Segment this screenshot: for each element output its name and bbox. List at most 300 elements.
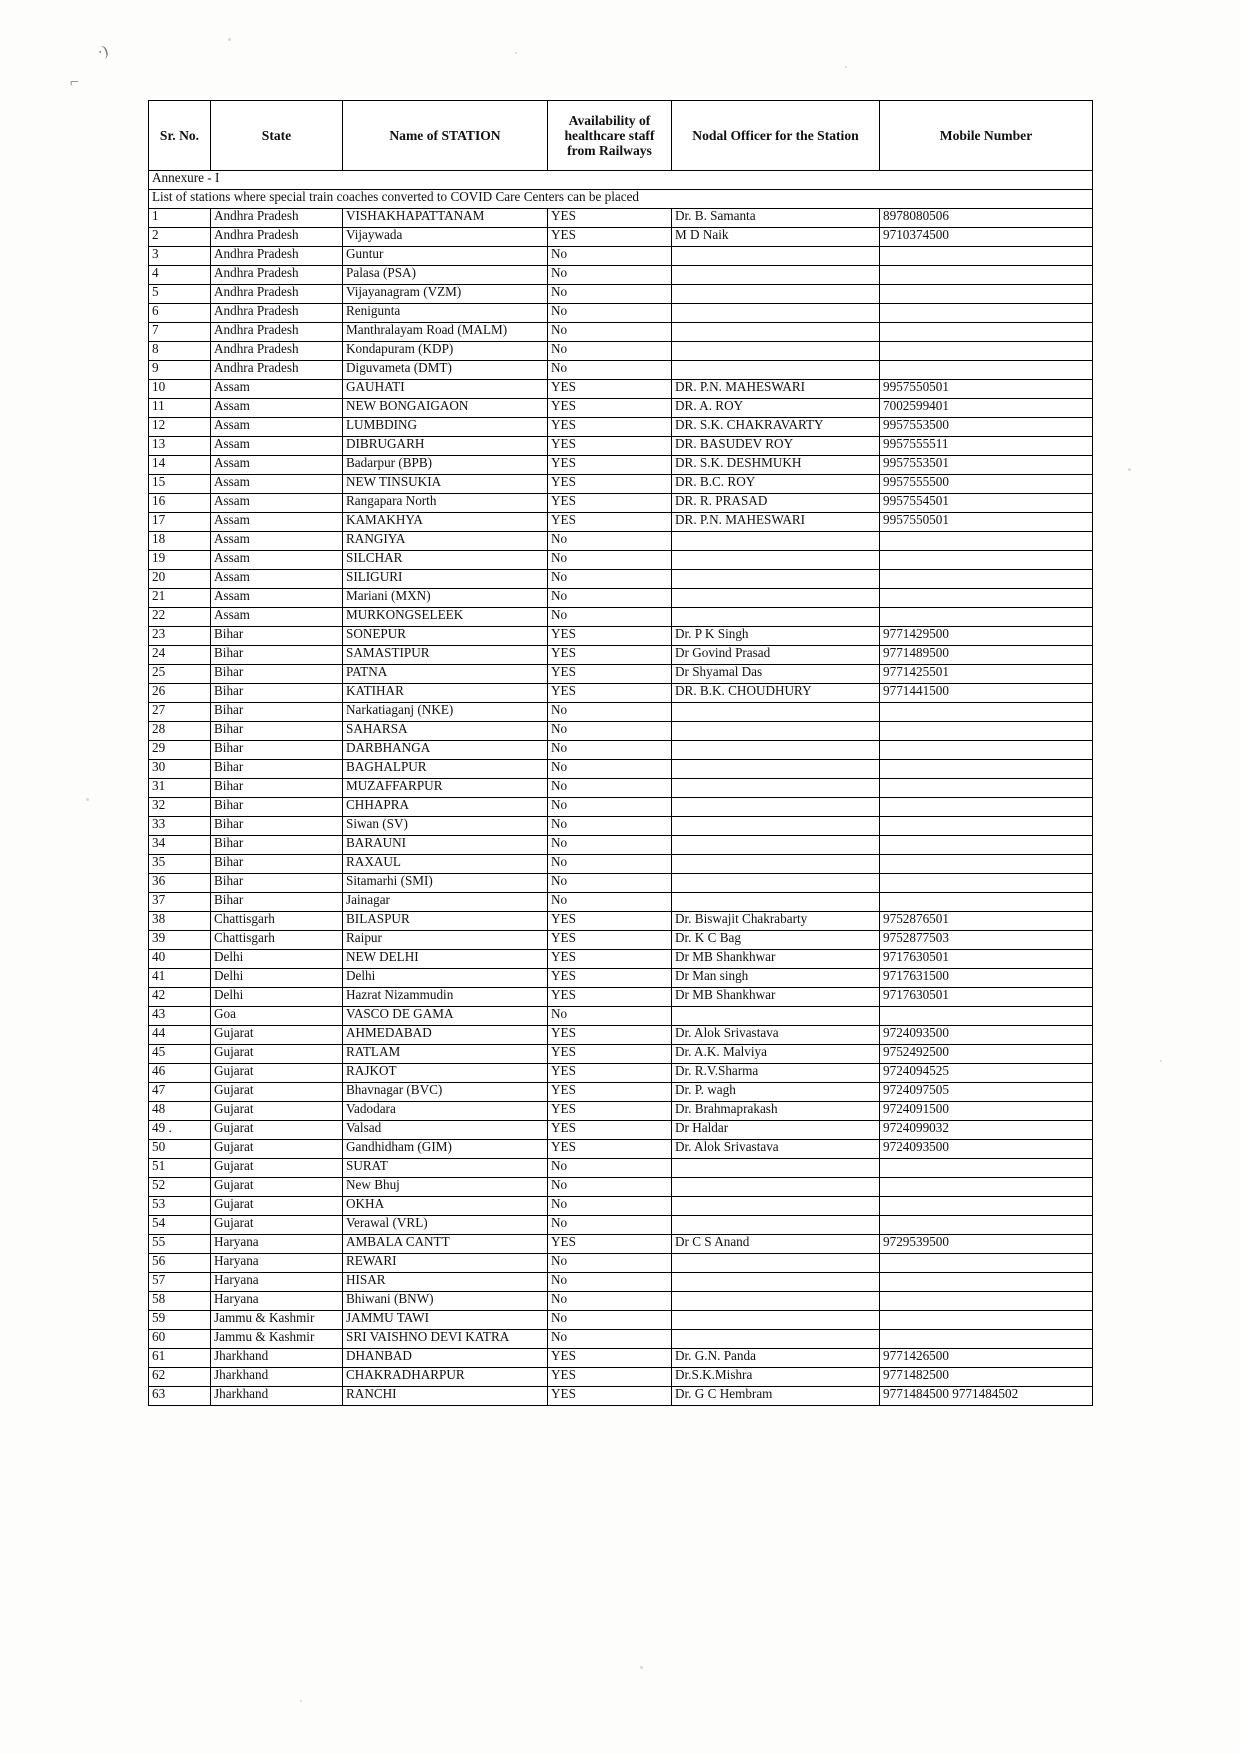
cell-sr-no: 35 (149, 855, 211, 874)
cell-state: Assam (211, 608, 343, 627)
cell-state: Jharkhand (211, 1368, 343, 1387)
table-row (149, 532, 1093, 551)
cell-station: Kondapuram (KDP) (343, 342, 548, 361)
table-row (149, 304, 1093, 323)
cell-mobile-number (880, 323, 1093, 342)
scan-speck (640, 1666, 643, 1669)
cell-mobile-number: 9729539500 (880, 1235, 1093, 1254)
cell-availability: YES (548, 494, 672, 513)
cell-availability: No (548, 570, 672, 589)
cell-mobile-number: 9724099032 (880, 1121, 1093, 1140)
cell-state: Andhra Pradesh (211, 228, 343, 247)
cell-availability: YES (548, 380, 672, 399)
cell-mobile-number: 9771426500 (880, 1349, 1093, 1368)
cell-mobile-number (880, 874, 1093, 893)
cell-availability: No (548, 342, 672, 361)
cell-mobile-number (880, 798, 1093, 817)
cell-nodal-officer (672, 893, 880, 912)
cell-availability: No (548, 760, 672, 779)
cell-mobile-number (880, 779, 1093, 798)
cell-station: Bhiwani (BNW) (343, 1292, 548, 1311)
cell-sr-no: 47 (149, 1083, 211, 1102)
cell-mobile-number (880, 1007, 1093, 1026)
cell-state: Andhra Pradesh (211, 361, 343, 380)
cell-state: Assam (211, 589, 343, 608)
table-subtitle-row (149, 190, 1093, 209)
cell-sr-no: 7 (149, 323, 211, 342)
table-row (149, 1197, 1093, 1216)
scan-speck (86, 798, 89, 801)
cell-sr-no: 34 (149, 836, 211, 855)
cell-state: Assam (211, 399, 343, 418)
table-row (149, 285, 1093, 304)
table-row (149, 323, 1093, 342)
cell-mobile-number (880, 722, 1093, 741)
col-header-state: State (211, 101, 343, 171)
table-row (149, 266, 1093, 285)
cell-nodal-officer: DR. B.K. CHOUDHURY (672, 684, 880, 703)
cell-sr-no: 37 (149, 893, 211, 912)
table-row (149, 570, 1093, 589)
cell-sr-no: 23 (149, 627, 211, 646)
cell-nodal-officer: Dr MB Shankhwar (672, 988, 880, 1007)
cell-station: GAUHATI (343, 380, 548, 399)
cell-nodal-officer (672, 323, 880, 342)
header-row (149, 101, 1093, 171)
cell-station: Vijayanagram (VZM) (343, 285, 548, 304)
cell-nodal-officer (672, 361, 880, 380)
cell-mobile-number: 9724093500 (880, 1026, 1093, 1045)
cell-mobile-number (880, 1273, 1093, 1292)
cell-sr-no: 1 (149, 209, 211, 228)
cell-station: Narkatiaganj (NKE) (343, 703, 548, 722)
cell-sr-no: 50 (149, 1140, 211, 1159)
cell-state: Bihar (211, 798, 343, 817)
cell-availability: No (548, 1197, 672, 1216)
cell-sr-no: 38 (149, 912, 211, 931)
cell-station: NEW DELHI (343, 950, 548, 969)
cell-sr-no: 22 (149, 608, 211, 627)
cell-mobile-number (880, 1254, 1093, 1273)
cell-mobile-number (880, 1330, 1093, 1349)
cell-state: Bihar (211, 646, 343, 665)
cell-nodal-officer: Dr Man singh (672, 969, 880, 988)
cell-availability: No (548, 741, 672, 760)
cell-sr-no: 42 (149, 988, 211, 1007)
cell-availability: YES (548, 399, 672, 418)
cell-state: Delhi (211, 969, 343, 988)
cell-availability: YES (548, 1140, 672, 1159)
cell-mobile-number: 9957553500 (880, 418, 1093, 437)
cell-mobile-number: 9717630501 (880, 950, 1093, 969)
cell-mobile-number (880, 703, 1093, 722)
cell-availability: No (548, 266, 672, 285)
cell-availability: No (548, 551, 672, 570)
cell-station: SILIGURI (343, 570, 548, 589)
cell-state: Delhi (211, 950, 343, 969)
cell-state: Gujarat (211, 1026, 343, 1045)
cell-station: BAGHALPUR (343, 760, 548, 779)
cell-mobile-number (880, 608, 1093, 627)
cell-nodal-officer: Dr. P K Singh (672, 627, 880, 646)
cell-nodal-officer: Dr.S.K.Mishra (672, 1368, 880, 1387)
cell-station: Valsad (343, 1121, 548, 1140)
cell-sr-no: 14 (149, 456, 211, 475)
cell-availability: YES (548, 209, 672, 228)
cell-station: SURAT (343, 1159, 548, 1178)
cell-sr-no: 55 (149, 1235, 211, 1254)
cell-state: Andhra Pradesh (211, 285, 343, 304)
cell-availability: YES (548, 228, 672, 247)
cell-state: Haryana (211, 1254, 343, 1273)
table-row (149, 1330, 1093, 1349)
cell-station: DIBRUGARH (343, 437, 548, 456)
cell-nodal-officer (672, 266, 880, 285)
table-row (149, 1026, 1093, 1045)
table-row (149, 1102, 1093, 1121)
cell-state: Gujarat (211, 1159, 343, 1178)
table-row (149, 1045, 1093, 1064)
cell-availability: No (548, 1273, 672, 1292)
cell-state: Assam (211, 570, 343, 589)
cell-station: RAJKOT (343, 1064, 548, 1083)
table-row (149, 703, 1093, 722)
cell-mobile-number (880, 836, 1093, 855)
cell-station: AMBALA CANTT (343, 1235, 548, 1254)
cell-availability: YES (548, 912, 672, 931)
cell-sr-no: 30 (149, 760, 211, 779)
cell-station: MURKONGSELEEK (343, 608, 548, 627)
cell-nodal-officer: DR. P.N. MAHESWARI (672, 380, 880, 399)
cell-sr-no: 13 (149, 437, 211, 456)
cell-station: Verawal (VRL) (343, 1216, 548, 1235)
cell-station: SAMASTIPUR (343, 646, 548, 665)
table-row (149, 456, 1093, 475)
cell-sr-no: 28 (149, 722, 211, 741)
cell-nodal-officer (672, 855, 880, 874)
cell-availability: No (548, 874, 672, 893)
cell-sr-no: 56 (149, 1254, 211, 1273)
cell-state: Assam (211, 551, 343, 570)
cell-mobile-number: 9724091500 (880, 1102, 1093, 1121)
cell-sr-no: 10 (149, 380, 211, 399)
table-row (149, 418, 1093, 437)
table-row (149, 380, 1093, 399)
table-row (149, 1007, 1093, 1026)
table-row (149, 551, 1093, 570)
cell-availability: No (548, 1159, 672, 1178)
annexure-title: Annexure - I (149, 171, 1093, 190)
cell-availability: No (548, 855, 672, 874)
cell-nodal-officer (672, 532, 880, 551)
table-row (149, 1254, 1093, 1273)
scan-speck (845, 66, 847, 68)
col-header-nodal-officer: Nodal Officer for the Station (672, 101, 880, 171)
table-row (149, 855, 1093, 874)
cell-sr-no: 8 (149, 342, 211, 361)
cell-mobile-number (880, 532, 1093, 551)
cell-availability: No (548, 285, 672, 304)
table-row (149, 1387, 1093, 1406)
cell-availability: YES (548, 684, 672, 703)
table-row (149, 342, 1093, 361)
cell-sr-no: 15 (149, 475, 211, 494)
cell-availability: No (548, 722, 672, 741)
cell-station: HISAR (343, 1273, 548, 1292)
cell-nodal-officer (672, 1197, 880, 1216)
cell-state: Bihar (211, 627, 343, 646)
cell-state: Andhra Pradesh (211, 342, 343, 361)
cell-station: Mariani (MXN) (343, 589, 548, 608)
table-row (149, 1083, 1093, 1102)
table-row (149, 361, 1093, 380)
scan-speck (1160, 1060, 1162, 1062)
cell-availability: No (548, 589, 672, 608)
cell-sr-no: 29 (149, 741, 211, 760)
cell-station: Renigunta (343, 304, 548, 323)
cell-availability: No (548, 323, 672, 342)
cell-station: Jainagar (343, 893, 548, 912)
cell-nodal-officer (672, 1007, 880, 1026)
cell-nodal-officer: DR. S.K. CHAKRAVARTY (672, 418, 880, 437)
cell-station: Diguvameta (DMT) (343, 361, 548, 380)
cell-nodal-officer (672, 342, 880, 361)
cell-availability: YES (548, 437, 672, 456)
cell-mobile-number (880, 304, 1093, 323)
cell-nodal-officer (672, 722, 880, 741)
cell-mobile-number: 9771429500 (880, 627, 1093, 646)
cell-mobile-number: 9957554501 (880, 494, 1093, 513)
cell-station: Guntur (343, 247, 548, 266)
table-row (149, 798, 1093, 817)
cell-state: Assam (211, 437, 343, 456)
cell-station: New Bhuj (343, 1178, 548, 1197)
cell-state: Jammu & Kashmir (211, 1311, 343, 1330)
table-body (149, 209, 1093, 1406)
cell-station: OKHA (343, 1197, 548, 1216)
cell-state: Assam (211, 380, 343, 399)
table-row (149, 950, 1093, 969)
cell-mobile-number: 9957553501 (880, 456, 1093, 475)
cell-sr-no: 21 (149, 589, 211, 608)
cell-station: SILCHAR (343, 551, 548, 570)
cell-availability: No (548, 1254, 672, 1273)
cell-nodal-officer: Dr. G.N. Panda (672, 1349, 880, 1368)
cell-availability: YES (548, 418, 672, 437)
cell-nodal-officer: Dr. K C Bag (672, 931, 880, 950)
cell-mobile-number: 9957555500 (880, 475, 1093, 494)
table-title-row (149, 171, 1093, 190)
table-row (149, 1235, 1093, 1254)
cell-nodal-officer: Dr. R.V.Sharma (672, 1064, 880, 1083)
cell-availability: YES (548, 1387, 672, 1406)
cell-nodal-officer: M D Naik (672, 228, 880, 247)
cell-availability: No (548, 1292, 672, 1311)
cell-mobile-number (880, 1159, 1093, 1178)
scan-speck (300, 1700, 302, 1702)
cell-availability: YES (548, 1045, 672, 1064)
cell-nodal-officer: Dr. G C Hembram (672, 1387, 880, 1406)
cell-station: DHANBAD (343, 1349, 548, 1368)
cell-sr-no: 24 (149, 646, 211, 665)
cell-nodal-officer: DR. P.N. MAHESWARI (672, 513, 880, 532)
cell-nodal-officer: Dr Haldar (672, 1121, 880, 1140)
cell-station: SAHARSA (343, 722, 548, 741)
cell-mobile-number: 9724093500 (880, 1140, 1093, 1159)
cell-sr-no: 11 (149, 399, 211, 418)
cell-nodal-officer: Dr. Alok Srivastava (672, 1026, 880, 1045)
table-row (149, 1140, 1093, 1159)
cell-station: CHAKRADHARPUR (343, 1368, 548, 1387)
cell-nodal-officer (672, 1273, 880, 1292)
cell-nodal-officer: Dr Shyamal Das (672, 665, 880, 684)
cell-availability: YES (548, 1102, 672, 1121)
cell-availability: YES (548, 627, 672, 646)
cell-mobile-number (880, 741, 1093, 760)
cell-state: Gujarat (211, 1178, 343, 1197)
cell-availability: YES (548, 1026, 672, 1045)
cell-station: REWARI (343, 1254, 548, 1273)
cell-nodal-officer (672, 1178, 880, 1197)
cell-nodal-officer (672, 570, 880, 589)
margin-scribble: ·) (95, 42, 111, 62)
cell-availability: YES (548, 988, 672, 1007)
table-row (149, 1273, 1093, 1292)
cell-sr-no: 58 (149, 1292, 211, 1311)
table-row (149, 969, 1093, 988)
cell-nodal-officer (672, 304, 880, 323)
cell-state: Gujarat (211, 1083, 343, 1102)
cell-sr-no: 59 (149, 1311, 211, 1330)
cell-state: Jharkhand (211, 1349, 343, 1368)
cell-state: Bihar (211, 665, 343, 684)
cell-availability: No (548, 1178, 672, 1197)
cell-state: Andhra Pradesh (211, 304, 343, 323)
table-row (149, 817, 1093, 836)
cell-nodal-officer: DR. R. PRASAD (672, 494, 880, 513)
cell-state: Bihar (211, 893, 343, 912)
cell-state: Jammu & Kashmir (211, 1330, 343, 1349)
cell-sr-no: 3 (149, 247, 211, 266)
table-row (149, 437, 1093, 456)
cell-mobile-number: 9771425501 (880, 665, 1093, 684)
table-row (149, 1292, 1093, 1311)
cell-sr-no: 60 (149, 1330, 211, 1349)
table-row (149, 608, 1093, 627)
cell-state: Assam (211, 475, 343, 494)
col-header-sr-no: Sr. No. (149, 101, 211, 171)
cell-sr-no: 45 (149, 1045, 211, 1064)
cell-sr-no: 57 (149, 1273, 211, 1292)
cell-state: Assam (211, 456, 343, 475)
table-row (149, 931, 1093, 950)
cell-state: Goa (211, 1007, 343, 1026)
table-row (149, 912, 1093, 931)
cell-mobile-number: 9957550501 (880, 513, 1093, 532)
cell-mobile-number: 9771441500 (880, 684, 1093, 703)
cell-nodal-officer (672, 836, 880, 855)
cell-availability: YES (548, 1121, 672, 1140)
cell-state: Bihar (211, 703, 343, 722)
cell-state: Gujarat (211, 1045, 343, 1064)
cell-state: Haryana (211, 1273, 343, 1292)
cell-mobile-number: 7002599401 (880, 399, 1093, 418)
cell-sr-no: 25 (149, 665, 211, 684)
cell-state: Haryana (211, 1235, 343, 1254)
cell-mobile-number (880, 266, 1093, 285)
cell-station: Siwan (SV) (343, 817, 548, 836)
cell-sr-no: 27 (149, 703, 211, 722)
table-header (149, 101, 1093, 171)
cell-sr-no: 48 (149, 1102, 211, 1121)
cell-mobile-number: 9717631500 (880, 969, 1093, 988)
cell-mobile-number (880, 361, 1093, 380)
cell-nodal-officer (672, 551, 880, 570)
cell-state: Gujarat (211, 1064, 343, 1083)
cell-sr-no: 31 (149, 779, 211, 798)
table-row (149, 1216, 1093, 1235)
cell-sr-no: 6 (149, 304, 211, 323)
cell-state: Bihar (211, 874, 343, 893)
cell-nodal-officer: Dr. Alok Srivastava (672, 1140, 880, 1159)
cell-availability: YES (548, 513, 672, 532)
cell-sr-no: 46 (149, 1064, 211, 1083)
table-row (149, 1178, 1093, 1197)
cell-sr-no: 49 . (149, 1121, 211, 1140)
cell-nodal-officer (672, 760, 880, 779)
cell-availability: No (548, 1311, 672, 1330)
cell-availability: No (548, 798, 672, 817)
table-row (149, 836, 1093, 855)
cell-availability: No (548, 608, 672, 627)
table-row (149, 494, 1093, 513)
cell-nodal-officer: Dr Govind Prasad (672, 646, 880, 665)
cell-nodal-officer (672, 1311, 880, 1330)
cell-availability: No (548, 1330, 672, 1349)
cell-mobile-number: 9724097505 (880, 1083, 1093, 1102)
cell-availability: YES (548, 475, 672, 494)
cell-mobile-number: 9752492500 (880, 1045, 1093, 1064)
cell-station: Raipur (343, 931, 548, 950)
cell-availability: YES (548, 1235, 672, 1254)
cell-state: Andhra Pradesh (211, 266, 343, 285)
cell-availability: No (548, 1216, 672, 1235)
table-row (149, 722, 1093, 741)
table-row (149, 665, 1093, 684)
table-row (149, 209, 1093, 228)
cell-availability: YES (548, 456, 672, 475)
cell-nodal-officer (672, 817, 880, 836)
cell-sr-no: 36 (149, 874, 211, 893)
cell-state: Bihar (211, 684, 343, 703)
cell-nodal-officer: Dr MB Shankhwar (672, 950, 880, 969)
cell-sr-no: 20 (149, 570, 211, 589)
cell-state: Bihar (211, 760, 343, 779)
cell-nodal-officer: Dr. A.K. Malviya (672, 1045, 880, 1064)
cell-state: Assam (211, 494, 343, 513)
cell-nodal-officer: Dr. Biswajit Chakrabarty (672, 912, 880, 931)
cell-station: VISHAKHAPATTANAM (343, 209, 548, 228)
cell-station: VASCO DE GAMA (343, 1007, 548, 1026)
cell-nodal-officer (672, 798, 880, 817)
cell-station: NEW BONGAIGAON (343, 399, 548, 418)
cell-mobile-number (880, 551, 1093, 570)
cell-sr-no: 52 (149, 1178, 211, 1197)
cell-station: CHHAPRA (343, 798, 548, 817)
cell-nodal-officer (672, 741, 880, 760)
cell-station: JAMMU TAWI (343, 1311, 548, 1330)
cell-station: Vijaywada (343, 228, 548, 247)
